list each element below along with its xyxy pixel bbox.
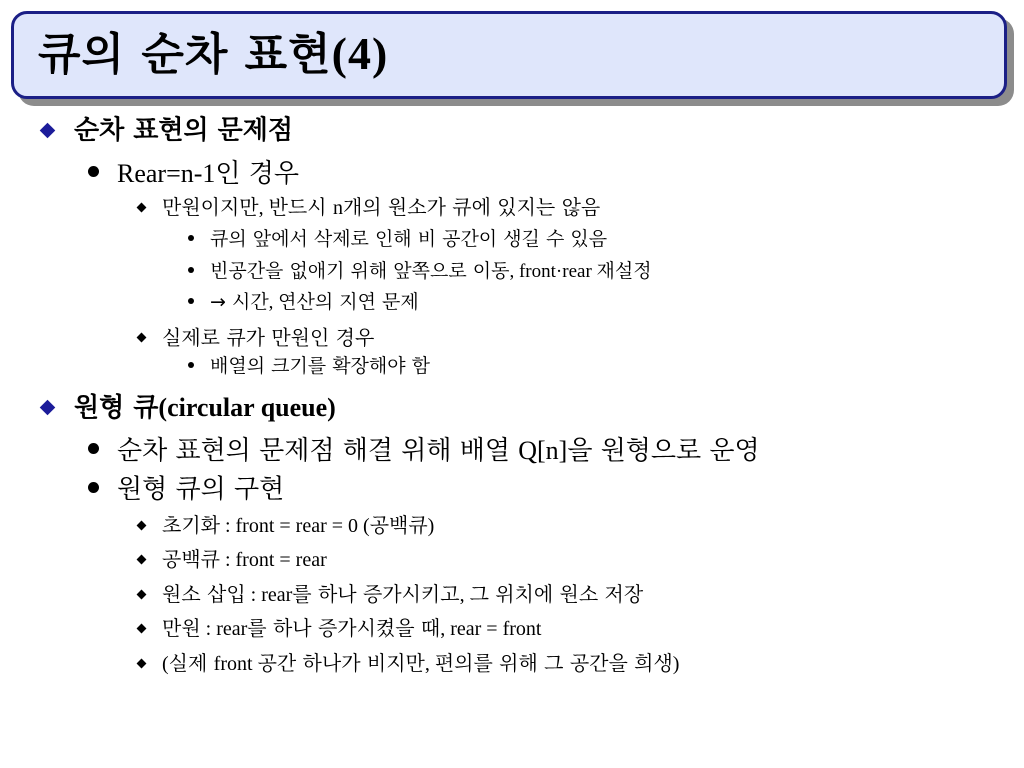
bullet-text-segment: , <box>268 292 279 313</box>
bullet-text-segment: 순차 표현의 문제점 <box>74 115 294 146</box>
bullet-text-segment: (circular queue) <box>158 392 336 422</box>
small-diamond-bullet-icon <box>138 591 146 599</box>
small-diamond-bullet-icon <box>138 625 146 633</box>
small-dot-bullet-icon <box>188 298 194 304</box>
small-diamond-bullet-icon <box>138 556 146 564</box>
bullet-item-level-4 <box>188 230 607 249</box>
bullet-item-level-3 <box>138 583 643 605</box>
bullet-text-segment: : rear <box>245 584 293 606</box>
bullet-text-segment: → 시간 <box>210 291 269 313</box>
bullet-text-segment: 개의 원소가 큐에 있지는 않음 <box>342 195 601 219</box>
bullet-text-segment: , <box>424 653 435 675</box>
bullet-text-segment: 을 원형으로 운영 <box>567 435 760 466</box>
bullet-text <box>117 475 284 505</box>
bullet-item-level-4 <box>188 357 430 376</box>
bullet-text <box>210 355 430 377</box>
bullet-item-level-3 <box>138 652 679 674</box>
bullet-text-segment: 실제로 큐가 만원인 경우 <box>162 325 375 350</box>
bullet-text-segment: 원형 큐의 구현 <box>117 474 285 505</box>
bullet-text-segment: 초기화 <box>162 513 220 537</box>
small-diamond-bullet-icon <box>138 522 146 530</box>
bullet-text-segment: 를 하나 증가시키고 <box>292 582 460 606</box>
bullet-item-level-3 <box>138 196 600 218</box>
bullet-text-segment: 배열의 크기를 확장해야 함 <box>210 355 431 377</box>
bullet-text-segment: ) <box>672 653 680 675</box>
bullet-item-level-2 <box>88 160 299 187</box>
round-bullet-icon <box>88 443 99 454</box>
bullet-text <box>162 547 327 571</box>
bullet-item-level-4 <box>188 293 419 312</box>
bullet-text-segment: ( <box>162 653 169 675</box>
bullet-text <box>117 159 299 189</box>
bullet-text-segment: , <box>258 197 269 219</box>
bullet-text-segment: 공간 하나가 비지만 <box>257 651 425 675</box>
bullet-text <box>162 651 679 675</box>
bullet-item-level-1 <box>40 117 293 144</box>
diamond-bullet-icon <box>40 400 56 416</box>
bullet-text <box>210 228 607 250</box>
bullet-text <box>117 436 760 466</box>
bullet-text <box>162 195 600 219</box>
bullet-text-segment: 빈공간을 없애기 위해 앞쪽으로 이동 <box>210 260 510 282</box>
small-diamond-bullet-icon <box>138 660 146 668</box>
small-diamond-bullet-icon <box>138 204 146 212</box>
bullet-text-segment: 순차 표현의 문제점 해결 위해 배열 <box>117 435 519 466</box>
bullet-item-level-3 <box>138 326 374 348</box>
bullet-item-level-3 <box>138 548 327 570</box>
bullet-text-segment: front <box>213 653 258 675</box>
bullet-text-segment: 편의를 위해 그 공간을 희생 <box>434 651 673 675</box>
diamond-bullet-icon <box>40 123 56 139</box>
bullet-text-segment: 만원이지만 <box>162 195 259 219</box>
bullet-text-segment: Q[n] <box>518 435 568 465</box>
bullet-text-segment: 원형 큐 <box>74 392 159 423</box>
bullet-text <box>74 116 293 146</box>
bullet-text <box>162 326 374 350</box>
bullet-text-segment: 큐의 앞에서 삭제로 인해 비 공간이 생길 수 있음 <box>210 228 608 250</box>
slide-title-main: 큐의 순차 표현 <box>38 29 332 80</box>
bullet-text-segment: 공백큐 <box>162 547 220 571</box>
bullet-text <box>210 260 652 282</box>
bullet-text-segment: , front·rear <box>509 261 597 282</box>
bullet-item-level-1 <box>40 394 336 421</box>
bullet-text-segment: Rear=n-1 <box>117 158 216 188</box>
slide-title-suffix: (4) <box>331 28 389 79</box>
bullet-text-segment: : rear <box>200 618 248 640</box>
bullet-text <box>210 291 419 313</box>
bullet-item-level-4 <box>188 262 652 281</box>
bullet-item-level-2 <box>88 437 760 464</box>
bullet-text-segment: 재설정 <box>596 260 652 282</box>
bullet-text-segment: 공백큐 <box>369 513 428 537</box>
bullet-text-segment: 연산의 지연 문제 <box>278 291 419 313</box>
bullet-item-level-3 <box>138 617 541 639</box>
round-bullet-icon <box>88 166 99 177</box>
bullet-text-segment: 실제 <box>168 651 214 675</box>
small-dot-bullet-icon <box>188 267 194 273</box>
bullet-text <box>162 582 643 606</box>
bullet-text-segment: : front = rear = 0 ( <box>219 515 370 537</box>
bullet-text-segment: ) <box>427 515 435 537</box>
bullet-text <box>74 393 336 423</box>
small-dot-bullet-icon <box>188 235 194 241</box>
bullet-item-level-3 <box>138 514 434 536</box>
bullet-text-segment: 그 위치에 원소 저장 <box>469 582 644 606</box>
bullet-text-segment: 원소 삽입 <box>162 582 246 606</box>
bullet-text-segment: 반드시 <box>268 195 333 219</box>
bullet-text-segment: : front = rear <box>219 549 327 571</box>
bullet-text-segment: 를 하나 증가시켰을 때 <box>247 616 441 640</box>
small-diamond-bullet-icon <box>138 334 146 342</box>
bullet-text-segment: n <box>332 197 343 219</box>
bullet-text <box>162 513 434 537</box>
bullet-text-segment: , rear = front <box>440 618 542 640</box>
bullet-text-segment: 만원 <box>162 616 201 640</box>
round-bullet-icon <box>88 482 99 493</box>
bullet-text-segment: , <box>459 584 470 606</box>
small-dot-bullet-icon <box>188 362 194 368</box>
slide-title <box>38 24 388 85</box>
bullet-text <box>162 616 541 640</box>
bullet-item-level-2 <box>88 476 284 503</box>
bullet-text-segment: 인 경우 <box>215 158 300 189</box>
